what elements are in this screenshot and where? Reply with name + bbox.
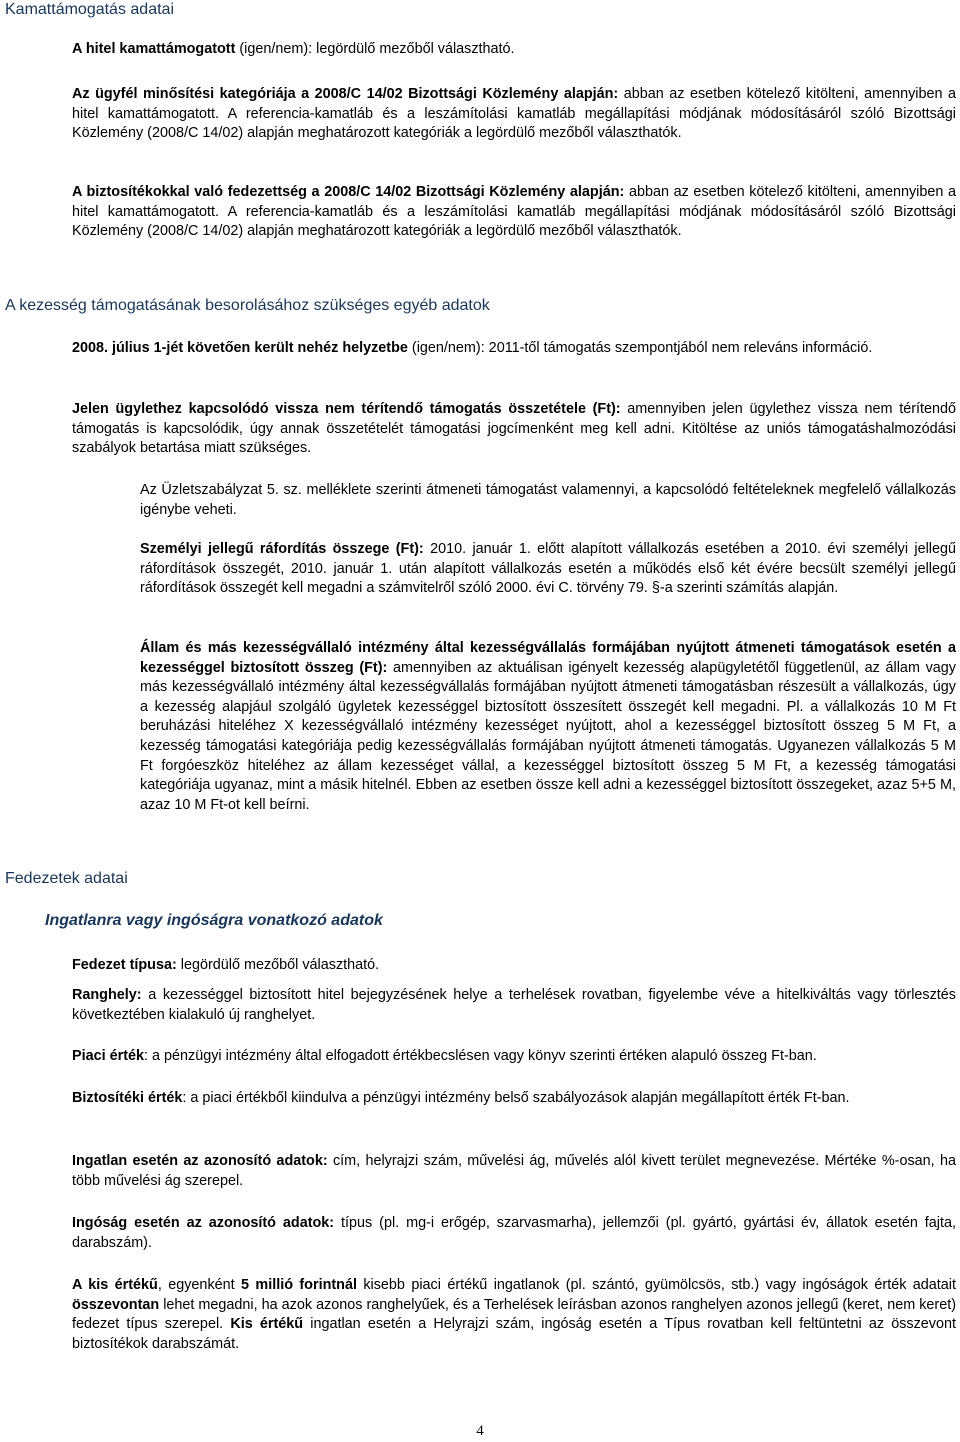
page-number: 4: [476, 1423, 484, 1439]
label-tamogatas-osszetetele: Jelen ügylethez kapcsolódó vissza nem térítendő támogatás összetétele (Ft):: [72, 401, 621, 417]
label-ranghely: Ranghely:: [72, 987, 142, 1003]
section-title-kezesseg-tamogatas: A kezesség támogatásának besorolásához szükséges egyéb adatok: [5, 297, 490, 314]
paragraph-allam-kezessegvallalo: Állam és más kezességvállaló intézmény által kezességvállalás formájában nyújtott átmeneti támogatások esetén a kezességgel biztosított összeg (Ft): amennyiben az aktuálisan igényelt kezesség alapügyletétől függetlenül, az állam vagy más kezességvállaló intézmény által kezességvállalás formájában nyújtott átmeneti támogatásban részesült a vállalkozás, úgy a kezesség alapjául szolgáló ügyletek kezességgel biztosított összesített összegét kell megadni. Pl. a vállalkozás 10 M Ft beruházási hiteléhez X kezességvállaló intézmény kezességet nyújtott, ahol a kezességgel biztosított összeg 5 M Ft, a kezesség támogatási kategóriája pedig kezességvállalás formájában nyújtott átmeneti támogatás. Ugyanezen vállalkozás 5 M Ft forgóeszköz hiteléhez az állam kezességet vállal, a kezességgel biztosított összeg 5 M Ft, a kezesség támogatási kategóriája ugyanaz, mint a másik hitelnél. Ebben az esetben össze kell adni a kezességgel biztosított összegeket, azaz 5+5 M, azaz 10 M Ft-ot kell beírni.: [140, 640, 956, 813]
label-allam-kezessegvallalo: Állam és más kezességvállaló intézmény által kezességvállalás formájában nyújtott átmeneti támogatások esetén a kezességgel biztosított összeg (Ft):: [140, 640, 956, 676]
paragraph-szemelyi-jellegu: Személyi jellegű ráfordítás összege (Ft): 2010. január 1. előtt alapított vállalkozás esetében a 2010. évi személyi jellegű ráfordítások összegét, 2010. január 1. után alapított vállalkozás esetén a működés első két évére becsült személyi jellegű ráfordítások összegét kell megadni a számvitelről szóló 2000. évi C. törvény 79. §-a szerinti számítás alapján.: [140, 541, 957, 597]
paragraph-ranghely: Ranghely: a kezességgel biztosított hitel bejegyzésének helye a terhelések rovatban, figyelembe véve a hitelkiváltás vagy törlesztés következtében kialakuló új ranghelyet.: [72, 987, 956, 1023]
label-szemelyi-jellegu: Személyi jellegű ráfordítás összege (Ft):: [140, 541, 424, 557]
paragraph-minositesi-kategoria: Az ügyfél minősítési kategóriája a 2008/C 14/02 Bizottsági Közlemény alapján: abban az esetben kötelező kitölteni, amennyiben a hitel kamattámogatott. A referencia-kamatláb és a leszámítolási kamatláb megállapítási módjának módosításáról szóló Bizottsági Közlemény (2008/C 14/02) alapján meghatározott kategóriák a legördülő mezőből választhatók.: [72, 86, 956, 142]
label-minositesi-kategoria: Az ügyfél minősítési kategóriája a 2008/C 14/02 Bizottsági Közlemény alapján:: [72, 86, 619, 102]
paragraph-fedezet-tipusa: Fedezet típusa: legördülő mezőből választható.: [72, 957, 380, 973]
paragraph-kis-erteku: A kis értékű, egyenként 5 millió forintnál kisebb piaci értékű ingatlanok (pl. szántó, gyümölcsös, stb.) vagy ingóságok érték adatait összevontan lehet megadni, ha azok azonos ranghelyűek, és a Terhelések leírásban azonos ranghelyen azonos jellegű (keret, nem keret) fedezet típus szerepel. Kis értékű ingatlan esetén a Helyrajzi szám, ingóság esetén a Típus rovatban kell feltüntetni az összevont biztosítékok darabszámát.: [72, 1277, 956, 1352]
label-ingatlan-azonosito: Ingatlan esetén az azonosító adatok:: [72, 1153, 328, 1169]
label-biztositekok-fedezettseg: A biztosítékokkal való fedezettség a 2008/C 14/02 Bizottsági Közlemény alapján:: [72, 184, 625, 200]
paragraph-biztositekok-fedezettseg: A biztosítékokkal való fedezettség a 2008/C 14/02 Bizottsági Közlemény alapján: abban az esetben kötelező kitölteni, amennyiben a hitel kamattámogatott. A referencia-kamatláb és a leszámítolási kamatláb megállapítási módjának módosításáról szóló Bizottsági Közlemény (2008/C 14/02) alapján meghatározott kategóriák a legördülő mezőből választhatók.: [72, 184, 957, 240]
paragraph-nehez-helyzet: 2008. július 1-jét követően került nehéz helyzetbe (igen/nem): 2011-től támogatás szempontjából nem releváns információ.: [72, 340, 873, 356]
paragraph-kamattamogatott: A hitel kamattámogatott (igen/nem): legördülő mezőből választható.: [72, 41, 515, 57]
label-ingosag-azonosito: Ingóság esetén az azonosító adatok:: [72, 1215, 335, 1231]
subsection-title-ingatlan-ingosag: Ingatlanra vagy ingóságra vonatkozó adatok: [45, 912, 383, 929]
label-piaci-ertek: Piaci érték: [72, 1048, 145, 1064]
section-title-fedezetek: Fedezetek adatai: [5, 870, 128, 887]
paragraph-uzletszabalyzat: Az Üzletszabályzat 5. sz. melléklete szerinti átmeneti támogatást valamennyi, a kapcsolódó feltételeknek megfelelő vállalkozás igénybe veheti.: [140, 482, 956, 518]
paragraph-ingatlan-azonosito: Ingatlan esetén az azonosító adatok: cím, helyrajzi szám, művelési ág, művelés alól kivett terület megnevezése. Mértéke %-osan, ha több művelési ág szerepel.: [72, 1153, 956, 1189]
paragraph-tamogatas-osszetetele: Jelen ügylethez kapcsolódó vissza nem térítendő támogatás összetétele (Ft): amennyiben jelen ügylethez vissza nem térítendő támogatás is kapcsolódik, úgy annak összetételét támogatási jogcímenként meg kell adni. Kitöltése az uniós támogatáshalmozódási szabályok betartása miatt szükséges.: [72, 401, 956, 457]
paragraph-piaci-ertek: Piaci érték: a pénzügyi intézmény által elfogadott értékbecslésen vagy könyv szerinti értéken alapuló összeg Ft-ban.: [72, 1048, 817, 1064]
label-biztositeki-ertek: Biztosítéki érték: [72, 1090, 183, 1106]
label-nehez-helyzet: 2008. július 1-jét követően került nehéz helyzetbe: [72, 340, 408, 356]
paragraph-biztositeki-ertek: Biztosítéki érték: a piaci értékből kiindulva a pénzügyi intézmény belső szabályozások alapján megállapított érték Ft-ban.: [72, 1090, 850, 1106]
label-fedezet-tipusa: Fedezet típusa:: [72, 957, 177, 973]
paragraph-ingosag-azonosito: Ingóság esetén az azonosító adatok: típus (pl. mg-i erőgép, szarvasmarha), jellemzői (pl. gyártó, gyártási év, állatok esetén fajta, darabszám).: [72, 1215, 956, 1251]
section-title-kamattamogatas: Kamattámogatás adatai: [5, 1, 174, 18]
label-hitel-kamattamogatott: A hitel kamattámogatott: [72, 41, 236, 57]
